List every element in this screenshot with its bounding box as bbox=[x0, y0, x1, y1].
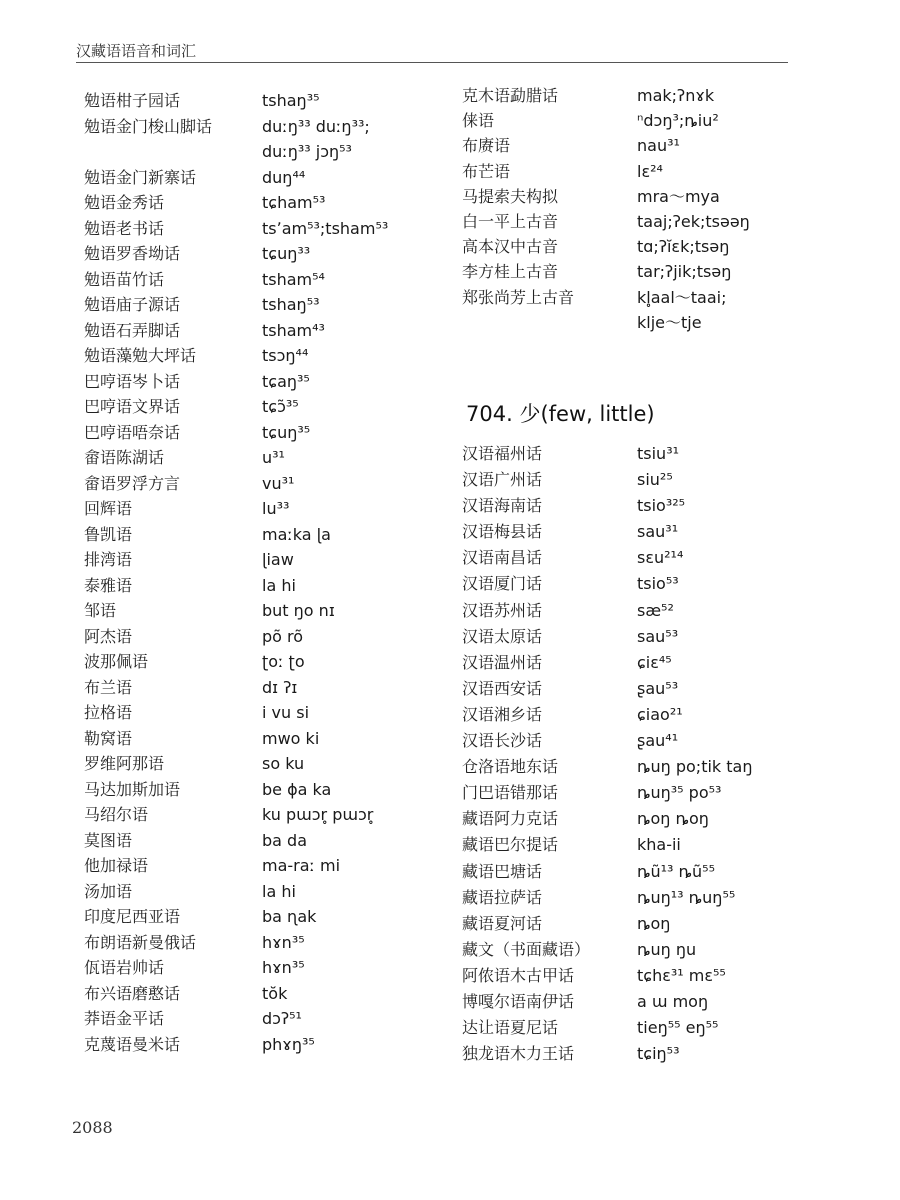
entry-row bbox=[84, 649, 414, 675]
language-name: 波那佩语 bbox=[84, 652, 149, 671]
entry-row bbox=[462, 467, 802, 493]
entry-row bbox=[84, 1006, 414, 1032]
language-name: 勉语柑子园话 bbox=[84, 91, 181, 110]
word-form: dɔʔ⁵¹ bbox=[262, 1009, 302, 1028]
word-form: ⁿdɔŋ³;ȵiu² bbox=[637, 111, 719, 131]
word-form: ȵuŋ ŋu bbox=[637, 939, 697, 959]
language-name: 藏语阿力克话 bbox=[462, 809, 559, 829]
language-name: 达让语夏尼话 bbox=[462, 1018, 559, 1038]
entry-row bbox=[462, 624, 802, 650]
word-form: kl̥aal～taai; klje～tje bbox=[637, 287, 727, 332]
language-name: 勉语苗竹话 bbox=[84, 269, 165, 289]
entry-row bbox=[462, 937, 802, 963]
language-name: 马提索夫构拟 bbox=[462, 186, 559, 206]
word-form: ȵuŋ³⁵ po⁵³ bbox=[637, 783, 722, 803]
language-name: 他加禄语 bbox=[84, 856, 149, 875]
language-name: 汉语梅县话 bbox=[462, 522, 543, 542]
word-form: but ŋo nɪ bbox=[262, 601, 335, 620]
entry-row bbox=[84, 114, 414, 165]
entry-row bbox=[462, 728, 802, 754]
word-form: sæ⁵² bbox=[637, 600, 674, 620]
word-form: tɕham⁵³ bbox=[262, 193, 326, 212]
word-form: ʈoː ʈo bbox=[262, 652, 305, 671]
language-name: 勉语老书话 bbox=[84, 218, 165, 238]
language-name: 罗维阿那语 bbox=[84, 754, 165, 773]
entry-row bbox=[462, 83, 802, 108]
word-form: tsʼam⁵³;tsham⁵³ bbox=[262, 218, 389, 238]
language-name: 巴哼语文界话 bbox=[84, 397, 181, 416]
language-name: 门巴语错那话 bbox=[462, 783, 559, 803]
entry-row bbox=[84, 879, 414, 905]
entry-row bbox=[462, 519, 802, 545]
entry-row bbox=[462, 963, 802, 989]
entry-row bbox=[84, 420, 414, 446]
language-name: 阿杰语 bbox=[84, 626, 133, 646]
entry-row bbox=[84, 777, 414, 803]
entry-row bbox=[462, 184, 802, 209]
entry-row bbox=[84, 318, 414, 344]
word-form: ma-raː mi bbox=[262, 856, 341, 875]
entry-row bbox=[84, 445, 414, 471]
word-form: tshaŋ⁵³ bbox=[262, 295, 320, 314]
word-form: nau³¹ bbox=[637, 136, 680, 156]
entry-row bbox=[84, 267, 414, 293]
entry-row bbox=[84, 624, 414, 650]
word-form: duːŋ³³ duːŋ³³; duːŋ³³ jɔŋ⁵³ bbox=[262, 116, 370, 161]
language-name: 勒窝语 bbox=[84, 728, 133, 748]
entry-row bbox=[462, 1015, 802, 1041]
word-form: hɤn³⁵ bbox=[262, 932, 305, 952]
language-name: 巴哼语唔奈话 bbox=[84, 422, 181, 442]
entry-row bbox=[462, 989, 802, 1015]
entry-row bbox=[84, 802, 414, 828]
language-name: 汉语海南话 bbox=[462, 496, 543, 516]
word-form: vu³¹ bbox=[262, 473, 295, 493]
right-column-top bbox=[462, 83, 802, 335]
word-form: ɕiao²¹ bbox=[637, 704, 683, 724]
entry-row bbox=[84, 904, 414, 930]
word-form: tar;ʔjik;tsəŋ bbox=[637, 262, 732, 282]
language-name: 汉语温州话 bbox=[462, 652, 543, 672]
language-name: 藏语巴塘话 bbox=[462, 861, 543, 881]
word-form: be ɸa ka bbox=[262, 779, 332, 799]
language-name: 藏语夏河话 bbox=[462, 913, 543, 933]
word-form: ȵũ¹³ ȵũ⁵⁵ bbox=[637, 861, 715, 881]
entry-row bbox=[462, 650, 802, 676]
entry-row bbox=[84, 955, 414, 981]
language-name: 畲语罗浮方言 bbox=[84, 473, 181, 493]
entry-row bbox=[462, 702, 802, 728]
entry-row bbox=[84, 343, 414, 369]
language-name: 克蔑语曼米话 bbox=[84, 1034, 181, 1054]
entry-row bbox=[462, 676, 802, 702]
word-form: ȵuŋ¹³ ȵuŋ⁵⁵ bbox=[637, 887, 736, 907]
word-form: ȵoŋ ȵoŋ bbox=[637, 809, 709, 829]
language-name: 排湾语 bbox=[84, 550, 133, 569]
entry-row bbox=[462, 780, 802, 806]
word-form: ku pɯɔr̥ pɯɔr̥ bbox=[262, 805, 374, 824]
entry-row bbox=[462, 806, 802, 832]
word-form: tɕiŋ⁵³ bbox=[637, 1044, 680, 1064]
word-form: tsio³²⁵ bbox=[637, 496, 686, 516]
word-form: i vu si bbox=[262, 703, 310, 722]
language-name: 畲语陈湖话 bbox=[84, 448, 165, 467]
entry-row bbox=[462, 234, 802, 259]
entry-row bbox=[84, 369, 414, 395]
language-name: 勉语金门梭山脚话 bbox=[84, 116, 213, 136]
entry-row bbox=[84, 190, 414, 216]
entry-row bbox=[462, 754, 802, 780]
entry-row bbox=[84, 675, 414, 701]
language-name: 汤加语 bbox=[84, 881, 133, 901]
word-form: tɕuŋ³⁵ bbox=[262, 422, 311, 442]
language-name: 布芒语 bbox=[462, 161, 511, 181]
language-name: 博嘎尔语南伊话 bbox=[462, 991, 575, 1011]
page-number: 2088 bbox=[72, 1118, 113, 1137]
section-title bbox=[466, 398, 655, 428]
word-form: so ku bbox=[262, 754, 305, 773]
language-name: 印度尼西亚语 bbox=[84, 907, 181, 926]
entry-row bbox=[462, 133, 802, 158]
entry-row bbox=[84, 598, 414, 624]
language-name: 仓洛语地东话 bbox=[462, 757, 559, 777]
word-form: la hi bbox=[262, 575, 296, 595]
entry-row bbox=[84, 88, 414, 114]
word-form: dɪ ʔɪ bbox=[262, 677, 298, 697]
language-name: 李方桂上古音 bbox=[462, 262, 559, 282]
entry-row bbox=[84, 292, 414, 318]
language-name: 马达加斯加语 bbox=[84, 779, 181, 799]
entry-row bbox=[84, 1032, 414, 1058]
entry-row bbox=[462, 493, 802, 519]
entry-row bbox=[84, 471, 414, 497]
language-name: 汉语湘乡话 bbox=[462, 704, 543, 724]
entry-row bbox=[84, 930, 414, 956]
entry-row bbox=[84, 394, 414, 420]
word-form: kha-ii bbox=[637, 835, 681, 855]
entry-row bbox=[462, 545, 802, 571]
language-name: 布赓语 bbox=[462, 136, 511, 156]
word-form: tɑ;ʔĭɛk;tsəŋ bbox=[637, 237, 730, 257]
left-column bbox=[84, 88, 414, 1057]
entry-row bbox=[84, 700, 414, 726]
word-form: ɕiɛ⁴⁵ bbox=[637, 652, 672, 672]
word-form: sau⁵³ bbox=[637, 626, 679, 646]
entry-row bbox=[462, 911, 802, 937]
word-form: ȵoŋ bbox=[637, 913, 671, 933]
entry-row bbox=[84, 522, 414, 548]
language-name: 莫图语 bbox=[84, 830, 133, 850]
word-form: tsham⁵⁴ bbox=[262, 269, 325, 289]
word-form: tsiu³¹ bbox=[637, 444, 680, 463]
entry-row bbox=[462, 859, 802, 885]
entry-row bbox=[84, 853, 414, 879]
word-form: tsham⁴³ bbox=[262, 320, 325, 340]
language-name: 藏语拉萨话 bbox=[462, 887, 543, 907]
entry-row bbox=[462, 885, 802, 911]
language-name: 白一平上古音 bbox=[462, 211, 559, 231]
language-name: 马绍尔语 bbox=[84, 805, 149, 824]
word-form: lɛ²⁴ bbox=[637, 161, 663, 181]
language-name: 汉语苏州话 bbox=[462, 600, 543, 620]
header-rule bbox=[76, 62, 788, 63]
word-form: ʂau⁴¹ bbox=[637, 731, 679, 751]
entry-row bbox=[462, 571, 802, 597]
word-form: ba da bbox=[262, 830, 308, 850]
word-form: tshaŋ³⁵ bbox=[262, 91, 320, 110]
entry-row bbox=[84, 726, 414, 752]
word-form: sau³¹ bbox=[637, 522, 679, 542]
language-name: 藏语巴尔提话 bbox=[462, 835, 559, 855]
word-form: ȵuŋ po;tik taŋ bbox=[637, 757, 753, 777]
word-form: tsio⁵³ bbox=[637, 574, 679, 594]
right-column-bottom bbox=[462, 441, 802, 1067]
language-name: 高本汉中古音 bbox=[462, 237, 559, 257]
language-name: 佤语岩帅话 bbox=[84, 958, 165, 977]
word-form: a ɯ moŋ bbox=[637, 991, 709, 1011]
entry-row bbox=[462, 159, 802, 184]
language-name: 泰雅语 bbox=[84, 575, 133, 595]
language-name: 阿侬语木古甲话 bbox=[462, 965, 575, 985]
language-name: 勉语庙子源话 bbox=[84, 295, 181, 314]
language-name: 克木语勐腊话 bbox=[462, 86, 559, 105]
language-name: 勉语石弄脚话 bbox=[84, 320, 181, 340]
entry-row bbox=[462, 209, 802, 234]
entry-row bbox=[462, 259, 802, 284]
language-name: 汉语长沙话 bbox=[462, 731, 543, 751]
language-name: 勉语金秀话 bbox=[84, 193, 165, 212]
section-number: 704. bbox=[466, 402, 513, 426]
language-name: 布兰语 bbox=[84, 677, 133, 697]
language-name: 莽语金平话 bbox=[84, 1009, 165, 1028]
word-form: maːka ɭa bbox=[262, 524, 331, 544]
word-form: ɭiaw bbox=[262, 550, 294, 569]
language-name: 藏文（书面藏语） bbox=[462, 939, 591, 959]
language-name: 布朗语新曼俄话 bbox=[84, 932, 197, 952]
entry-row bbox=[462, 1041, 802, 1067]
language-name: 汉语福州话 bbox=[462, 444, 543, 463]
word-form: tɕɔ̃³⁵ bbox=[262, 397, 299, 416]
language-name: 汉语厦门话 bbox=[462, 574, 543, 594]
word-form: mra～mya bbox=[637, 186, 720, 206]
language-name: 俫语 bbox=[462, 111, 495, 131]
entry-row bbox=[84, 547, 414, 573]
word-form: duŋ⁴⁴ bbox=[262, 167, 306, 187]
word-form: tieŋ⁵⁵ eŋ⁵⁵ bbox=[637, 1018, 719, 1038]
entry-row bbox=[462, 598, 802, 624]
language-name: 回辉语 bbox=[84, 499, 133, 518]
language-name: 独龙语木力王话 bbox=[462, 1044, 575, 1064]
entry-row bbox=[84, 828, 414, 854]
word-form: tŏk bbox=[262, 983, 288, 1003]
word-form: lu³³ bbox=[262, 499, 290, 518]
word-form: sɛu²¹⁴ bbox=[637, 548, 684, 568]
language-name: 巴哼语岑卜话 bbox=[84, 371, 181, 391]
word-form: tɕaŋ³⁵ bbox=[262, 371, 310, 391]
entry-row bbox=[84, 573, 414, 599]
section-heading: 少(few, little) bbox=[519, 402, 655, 426]
language-name: 汉语广州话 bbox=[462, 470, 543, 490]
word-form: hɤn³⁵ bbox=[262, 958, 305, 977]
language-name: 汉语西安话 bbox=[462, 678, 543, 698]
word-form: phɤŋ³⁵ bbox=[262, 1034, 315, 1054]
running-header: 汉藏语语音和词汇 bbox=[76, 42, 197, 60]
language-name: 鲁凯语 bbox=[84, 524, 133, 544]
word-form: ʂau⁵³ bbox=[637, 678, 679, 698]
language-name: 汉语南昌话 bbox=[462, 548, 543, 568]
language-name: 勉语金门新寨话 bbox=[84, 167, 197, 187]
word-form: siu²⁵ bbox=[637, 470, 673, 490]
entry-row bbox=[84, 241, 414, 267]
word-form: tɕuŋ³³ bbox=[262, 244, 311, 263]
entry-row bbox=[84, 751, 414, 777]
entry-row bbox=[462, 441, 802, 467]
word-form: tsɔŋ⁴⁴ bbox=[262, 346, 309, 365]
language-name: 拉格语 bbox=[84, 703, 133, 722]
language-name: 布兴语磨憨话 bbox=[84, 983, 181, 1003]
entry-row bbox=[462, 108, 802, 133]
entry-row bbox=[462, 832, 802, 858]
word-form: u³¹ bbox=[262, 448, 285, 467]
language-name: 汉语太原话 bbox=[462, 626, 543, 646]
entry-row bbox=[84, 216, 414, 242]
entry-row bbox=[84, 496, 414, 522]
entry-row bbox=[462, 285, 802, 335]
entry-row bbox=[84, 165, 414, 191]
word-form: mwo ki bbox=[262, 728, 320, 748]
language-name: 郑张尚芳上古音 bbox=[462, 287, 575, 307]
word-form: la hi bbox=[262, 881, 296, 901]
word-form: taaj;ʔek;tsəəŋ bbox=[637, 211, 750, 231]
language-name: 勉语藻勉大坪话 bbox=[84, 346, 197, 365]
word-form: tɕhɛ³¹ mɛ⁵⁵ bbox=[637, 965, 726, 985]
language-name: 邹语 bbox=[84, 601, 117, 620]
word-form: põ rõ bbox=[262, 626, 304, 646]
language-name: 勉语罗香坳话 bbox=[84, 244, 181, 263]
word-form: mak;ʔnɤk bbox=[637, 86, 715, 105]
word-form: ba ɳak bbox=[262, 907, 317, 926]
entry-row bbox=[84, 981, 414, 1007]
